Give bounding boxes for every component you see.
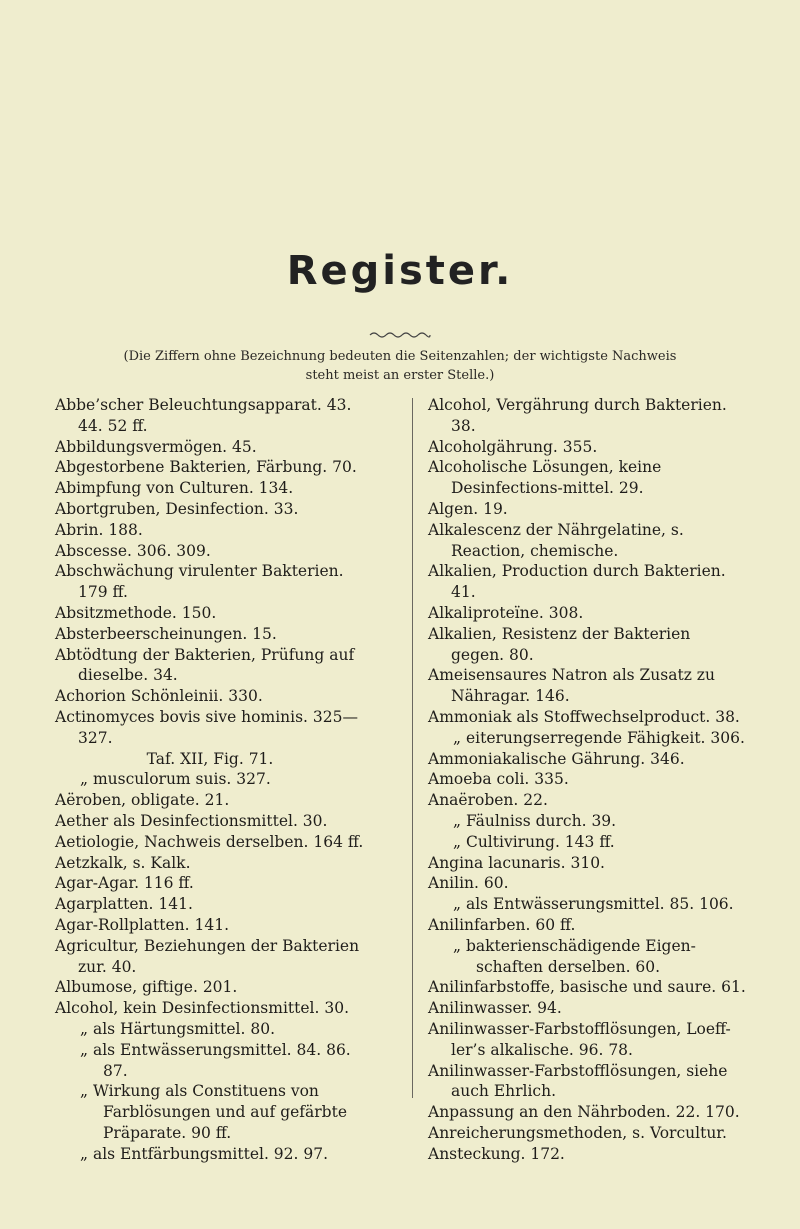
index-entry: Anilinwasser-Farbstofflösungen, Loeff-ler’s alkalische. 96. 78. xyxy=(428,1019,731,1059)
index-entry: Alcoholgährung. 355. xyxy=(428,437,598,456)
index-entry: Anilin. 60. xyxy=(428,874,509,893)
index-entry: „ bakterienschädigende Eigen-schaften derselben. 60. xyxy=(453,936,696,976)
index-entry: Anpassung an den Nährboden. 22. 170. xyxy=(428,1103,740,1122)
explanatory-note xyxy=(80,347,720,385)
index-entry: Abbildungsvermögen. 45. xyxy=(55,437,257,456)
index-entry: Anilinfarben. 60 ff. xyxy=(428,915,576,934)
index-entry: Alcohol, Vergährung durch Bakterien. 38. xyxy=(428,396,727,435)
index-entry: Absitzmethode. 150. xyxy=(55,603,217,622)
index-entry: „ Fäulniss durch. 39. xyxy=(453,811,617,830)
index-entry: Actinomyces bovis sive hominis. 325—327. xyxy=(55,707,358,747)
page-title: Register. xyxy=(286,248,514,294)
index-entry: Angina lacunaris. 310. xyxy=(428,853,605,872)
index-entry: Ammoniak als Stoffwechselproduct. 38. xyxy=(428,707,740,726)
left-index-column xyxy=(55,395,365,1164)
index-entry: „ Wirkung als Constituens von Farblösungen und auf gefärbte Präparate. 90 ff. xyxy=(80,1082,347,1142)
index-entry: Alcohol, kein Desinfectionsmittel. 30. xyxy=(55,999,350,1018)
index-entry: Agar-Rollplatten. 141. xyxy=(55,915,230,934)
index-entry: Agar-Agar. 116 ff. xyxy=(55,874,194,893)
index-entry: Aëroben, obligate. 21. xyxy=(55,791,230,810)
index-entry: Alcoholische Lösungen, keine Desinfections-mittel. 29. xyxy=(428,458,662,498)
index-entry: „ als Härtungsmittel. 80. xyxy=(80,1019,276,1038)
index-entry: Ammoniakalische Gährung. 346. xyxy=(428,749,685,768)
index-entry: Anreicherungsmethoden, s. Vorcultur. xyxy=(428,1123,727,1142)
index-entry: Alkaliproteïne. 308. xyxy=(428,603,584,622)
index-entry: Abschwächung virulenter Bakterien. 179 ff. xyxy=(55,562,344,602)
note-line-1: (Die Ziffern ohne Bezeichnung bedeuten die Seitenzahlen; der wichtigste Nachweis xyxy=(123,349,677,364)
index-entry: Taf. XII, Fig. 71. xyxy=(146,749,274,768)
index-entry: Anaëroben. 22. xyxy=(428,791,548,810)
index-entry: Alkalien, Production durch Bakterien. 41. xyxy=(428,562,726,602)
index-entry: Abgestorbene Bakterien, Färbung. 70. xyxy=(55,458,357,477)
index-entry: Ameisensaures Natron als Zusatz zu Nähragar. 146. xyxy=(428,666,715,706)
index-entry: „ als Entwässerungsmittel. 85. 106. xyxy=(453,895,734,914)
index-entry: Aetzkalk, s. Kalk. xyxy=(55,853,191,872)
index-entry: „ als Entwässerungsmittel. 84. 86. 87. xyxy=(80,1040,351,1080)
index-entry: Algen. 19. xyxy=(428,499,508,518)
index-entry: Abscesse. 306. 309. xyxy=(55,541,211,560)
index-entry: Abtödtung der Bakterien, Prüfung auf dieselbe. 34. xyxy=(55,645,355,685)
index-entry: Alkalescenz der Nährgelatine, s. Reaction, chemische. xyxy=(428,520,684,560)
index-entry: Abrin. 188. xyxy=(55,520,143,539)
index-entry: Agarplatten. 141. xyxy=(55,895,193,914)
index-entry: „ Cultivirung. 143 ff. xyxy=(453,832,615,851)
column-divider xyxy=(412,398,413,1098)
index-entry: Ansteckung. 172. xyxy=(428,1144,565,1163)
right-index-column xyxy=(428,395,748,1164)
note-line-2: steht meist an erster Stelle.) xyxy=(305,368,495,383)
wavy-ornament xyxy=(368,330,432,340)
index-entry: Abbe’scher Beleuchtungsapparat. 43. 44. 52 ff. xyxy=(55,396,352,435)
index-entry: Amoeba coli. 335. xyxy=(428,770,569,789)
index-entry: Aether als Desinfectionsmittel. 30. xyxy=(55,811,328,830)
index-entry: Alkalien, Resistenz der Bakterien gegen. 80. xyxy=(428,624,691,664)
index-entry: Albumose, giftige. 201. xyxy=(55,978,238,997)
index-entry: Achorion Schönleinii. 330. xyxy=(55,687,263,706)
index-entry: Abimpfung von Culturen. 134. xyxy=(55,479,294,498)
index-entry: Anilinwasser-Farbstofflösungen, siehe auch Ehrlich. xyxy=(428,1061,728,1101)
index-entry: „ als Entfärbungsmittel. 92. 97. xyxy=(80,1144,329,1163)
index-entry: Agricultur, Beziehungen der Bakterien zur. 40. xyxy=(55,936,360,976)
index-entry: Aetiologie, Nachweis derselben. 164 ff. xyxy=(55,832,364,851)
index-entry: Absterbeerscheinungen. 15. xyxy=(55,624,277,643)
index-entry: Anilinfarbstoffe, basische und saure. 61. xyxy=(428,978,746,997)
index-entry: „ eiterungserregende Fähigkeit. 306. xyxy=(453,728,745,747)
index-entry: Anilinwasser. 94. xyxy=(428,999,562,1018)
index-entry: „ musculorum suis. 327. xyxy=(80,770,271,789)
index-entry: Abortgruben, Desinfection. 33. xyxy=(55,499,299,518)
